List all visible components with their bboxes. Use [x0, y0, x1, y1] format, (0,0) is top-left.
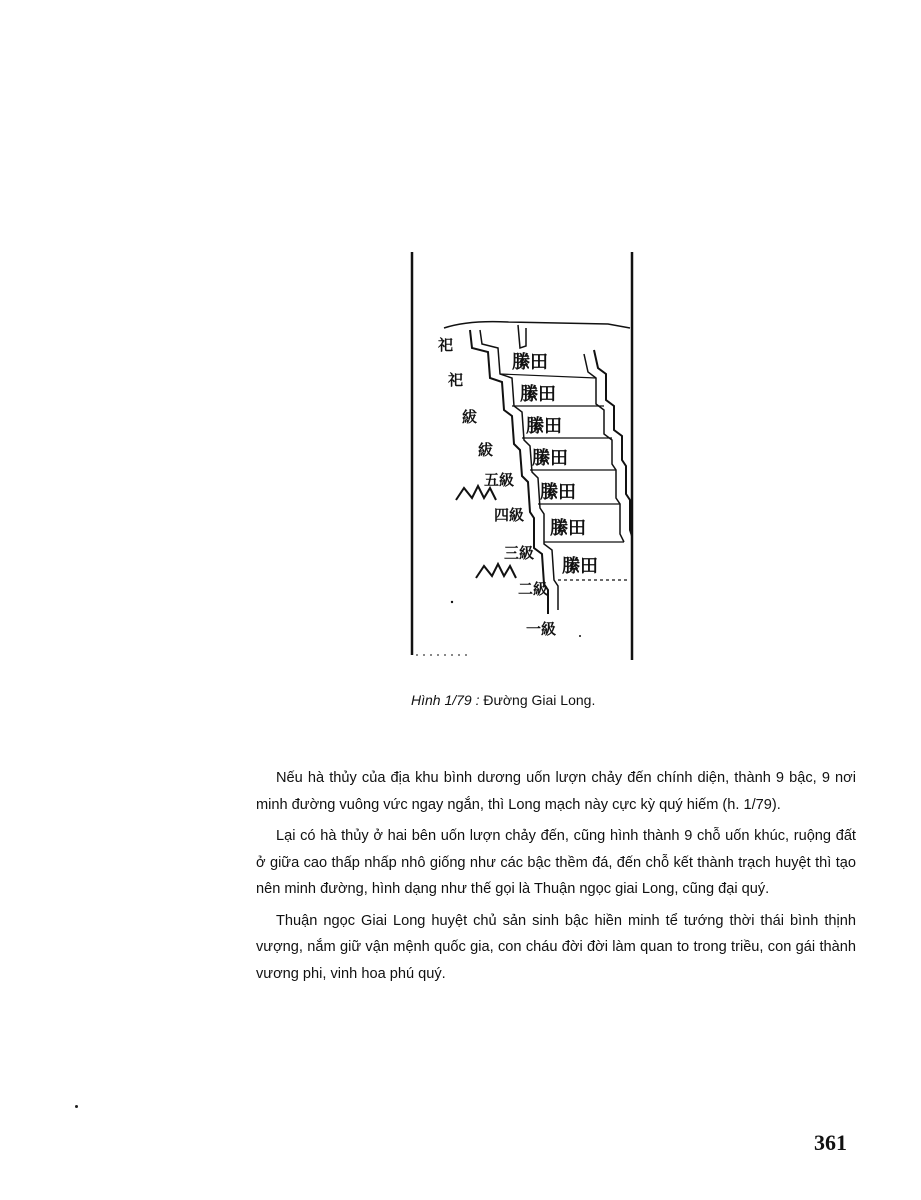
page-number: 361 — [814, 1130, 847, 1155]
diagram-dot — [579, 635, 581, 637]
field-label-6: 縢田 — [550, 518, 586, 539]
level-label-6: 四級 — [494, 506, 525, 524]
field-label-1: 縢田 — [512, 352, 548, 373]
figure-caption — [411, 692, 671, 708]
level-label-2: 祀 — [448, 371, 464, 389]
mountain-symbol-upper — [456, 486, 496, 500]
giai-long-diagram — [408, 250, 644, 670]
caption-title: Đường Giai Long. — [483, 692, 596, 708]
field-label-5: 縢田 — [540, 482, 576, 503]
field-label-4: 縢田 — [532, 448, 568, 469]
level-label-9: 一級 — [526, 620, 557, 638]
caption-label: Hình 1/79 : — [411, 692, 480, 708]
paragraph-2: Lại có hà thủy ở hai bên uốn lượn chảy đến, cũng hình thành 9 chỗ uốn khúc, ruộng đất ở giữa cao thấp nhấp nhô giống như các bậc thềm đá, đến chỗ kết thành trạch huyệt thì tạo nên minh đường, hình dạng như thế gọi là Thuận ngọc giai Long, cũng đại quý. — [256, 828, 856, 897]
right-river-inner — [584, 354, 624, 542]
field-label-2: 縢田 — [520, 384, 556, 405]
mountain-symbol-lower — [476, 564, 516, 578]
paragraph-1: Nếu hà thủy của địa khu bình dương uốn lượn chảy đến chính diện, thành 9 bậc, 9 nơi minh đường vuông vức ngay ngắn, thì Long mạch này cực kỳ quý hiếm (h. 1/79). — [256, 770, 856, 813]
body-text — [256, 765, 856, 992]
top-gate — [518, 325, 526, 348]
diagram-dot — [451, 601, 453, 603]
top-water-line — [444, 322, 630, 328]
level-label-1: 祀 — [438, 336, 454, 354]
figure-giai-long — [408, 250, 644, 670]
level-label-3: 紱 — [462, 408, 478, 426]
margin-dot — [75, 1105, 78, 1108]
level-label-5: 五級 — [484, 471, 515, 489]
paragraph-3: Thuận ngọc Giai Long huyệt chủ sản sinh bậc hiền minh tể tướng thời thái bình thịnh vượng, nắm giữ vận mệnh quốc gia, con cháu đời đời làm quan to trong triều, con gái thành vương phi, vinh hoa phú quý. — [256, 912, 856, 982]
field-label-7: 縢田 — [562, 556, 598, 577]
right-river-outer — [594, 350, 632, 536]
step-line-1 — [500, 374, 596, 378]
level-label-7: 三級 — [504, 544, 535, 562]
level-label-4: 紱 — [478, 441, 494, 459]
level-label-8: 二級 — [518, 580, 549, 598]
field-label-3: 縢田 — [526, 416, 562, 437]
